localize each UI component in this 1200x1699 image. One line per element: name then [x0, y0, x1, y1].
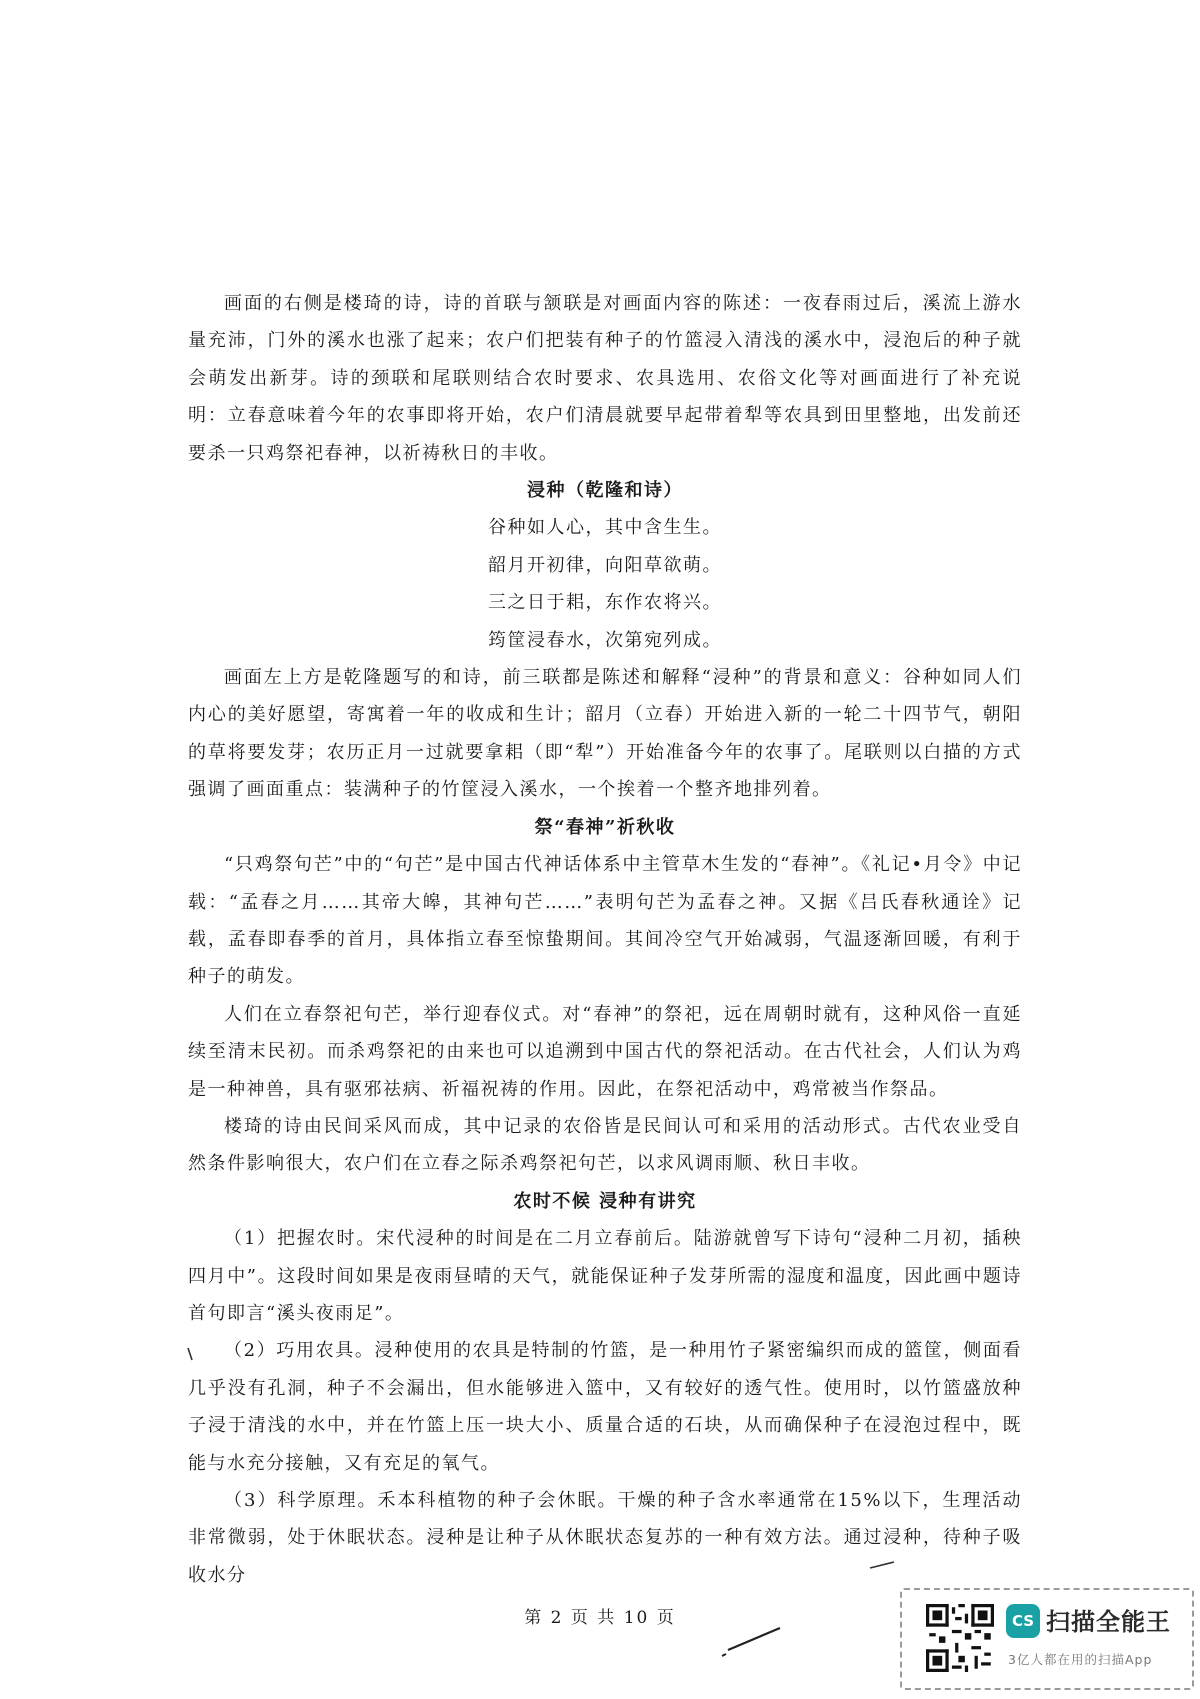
watermark-app-name: 扫描全能王 — [1046, 1608, 1171, 1636]
body-paragraph: （1）把握农时。宋代浸种的时间是在二月立春前后。陆游就曾写下诗句“浸种二月初，插秧四月中”。这段时间如果是夜雨昼晴的天气，就能保证种子发芽所需的湿度和温度，因此画中题诗首句即言“溪头夜雨足”。 — [188, 1228, 1022, 1324]
page-number: 第 2 页 共 10 页 — [524, 1608, 676, 1628]
qr-code-icon — [926, 1604, 994, 1672]
scan-stroke-mark — [186, 1346, 196, 1362]
body-paragraph: 画面的右侧是楼琦的诗，诗的首联与颔联是对画面内容的陈述：一夜春雨过后，溪流上游水量充沛，门外的溪水也涨了起来；农户们把装有种子的竹篮浸入清浅的溪水中，浸泡后的种子就会萌发出新芽。诗的颈联和尾联则结合农时要求、农具选用、农俗文化等对画面进行了补充说明：立春意味着今年的农事即将开始，农户们清晨就要早起带着犁等农具到田里整地，出发前还要杀一只鸡祭祀春神，以祈祷秋日的丰收。 — [188, 293, 1022, 464]
watermark-tagline: 3亿人都在用的扫描App — [1008, 1652, 1153, 1667]
scan-stroke-mark — [868, 1558, 898, 1572]
section-heading: 农时不候 浸种有讲究 — [513, 1190, 697, 1212]
poem-line: 谷种如人心，其中含生生。 — [488, 517, 722, 539]
poem-line: 韶月开初律，向阳草欲萌。 — [488, 554, 722, 576]
section-heading: 浸种（乾隆和诗） — [527, 480, 683, 502]
body-paragraph: （3）科学原理。禾本科植物的种子会休眠。干燥的种子含水率通常在15%以下，生理活动非常微弱，处于休眠状态。浸种是让种子从休眠状态复苏的一种有效方法。通过浸种，待种子吸收水分 — [188, 1490, 1022, 1586]
body-paragraph: 楼琦的诗由民间采风而成，其中记录的农俗皆是民间认可和采用的活动形式。古代农业受自然条件影响很大，农户们在立春之际杀鸡祭祀句芒，以求风调雨顺、秋日丰收。 — [188, 1115, 1022, 1175]
scan-stroke-mark — [720, 1620, 790, 1660]
body-paragraph: “只鸡祭句芒”中的“句芒”是中国古代神话体系中主管草木生发的“春神”。《礼记•月令》中记载：“孟春之月……其帝大皞，其神句芒……”表明句芒为孟春之神。又据《吕氏春秋通诠》记载，孟春即春季的首月，具体指立春至惊蛰期间。其间冷空气开始减弱，气温逐渐回暖，有利于种子的萌发。 — [188, 854, 1022, 988]
section-heading: 祭“春神”祈秋收 — [534, 816, 676, 838]
body-paragraph: 人们在立春祭祀句芒，举行迎春仪式。对“春神”的祭祀，远在周朝时就有，这种风俗一直延续至清末民初。而杀鸡祭祀的由来也可以追溯到中国古代的祭祀活动。在古代社会，人们认为鸡是一种神兽，具有驱邪祛病、祈福祝祷的作用。因此，在祭祀活动中，鸡常被当作祭品。 — [188, 1003, 1022, 1100]
body-paragraph: （2）巧用农具。浸种使用的农具是特制的竹篮，是一种用竹子紧密编织而成的篮筐，侧面看几乎没有孔洞，种子不会漏出，但水能够进入篮中，又有较好的透气性。使用时，以竹篮盛放种子浸于清浅的水中，并在竹篮上压一块大小、质量合适的石块，从而确保种子在浸泡过程中，既能与水充分接触，又有充足的氧气。 — [188, 1340, 1022, 1474]
scanner-watermark — [900, 1588, 1194, 1690]
document-body — [188, 285, 1022, 1594]
poem-line: 三之日于耜，东作农将兴。 — [488, 592, 722, 614]
body-paragraph: 画面左上方是乾隆题写的和诗，前三联都是陈述和解释“浸种”的背景和意义：谷种如同人们内心的美好愿望，寄寓着一年的收成和生计；韶月（立春）开始进入新的一轮二十四节气，朝阳的草将要发芽；农历正月一过就要拿耜（即“犁”）开始准备今年的农事了。尾联则以白描的方式强调了画面重点：装满种子的竹筐浸入溪水，一个挨着一个整齐地排列着。 — [188, 667, 1022, 801]
cs-logo-icon: CS — [1006, 1604, 1040, 1638]
poem-line: 筠筐浸春水，次第宛列成。 — [488, 629, 722, 651]
